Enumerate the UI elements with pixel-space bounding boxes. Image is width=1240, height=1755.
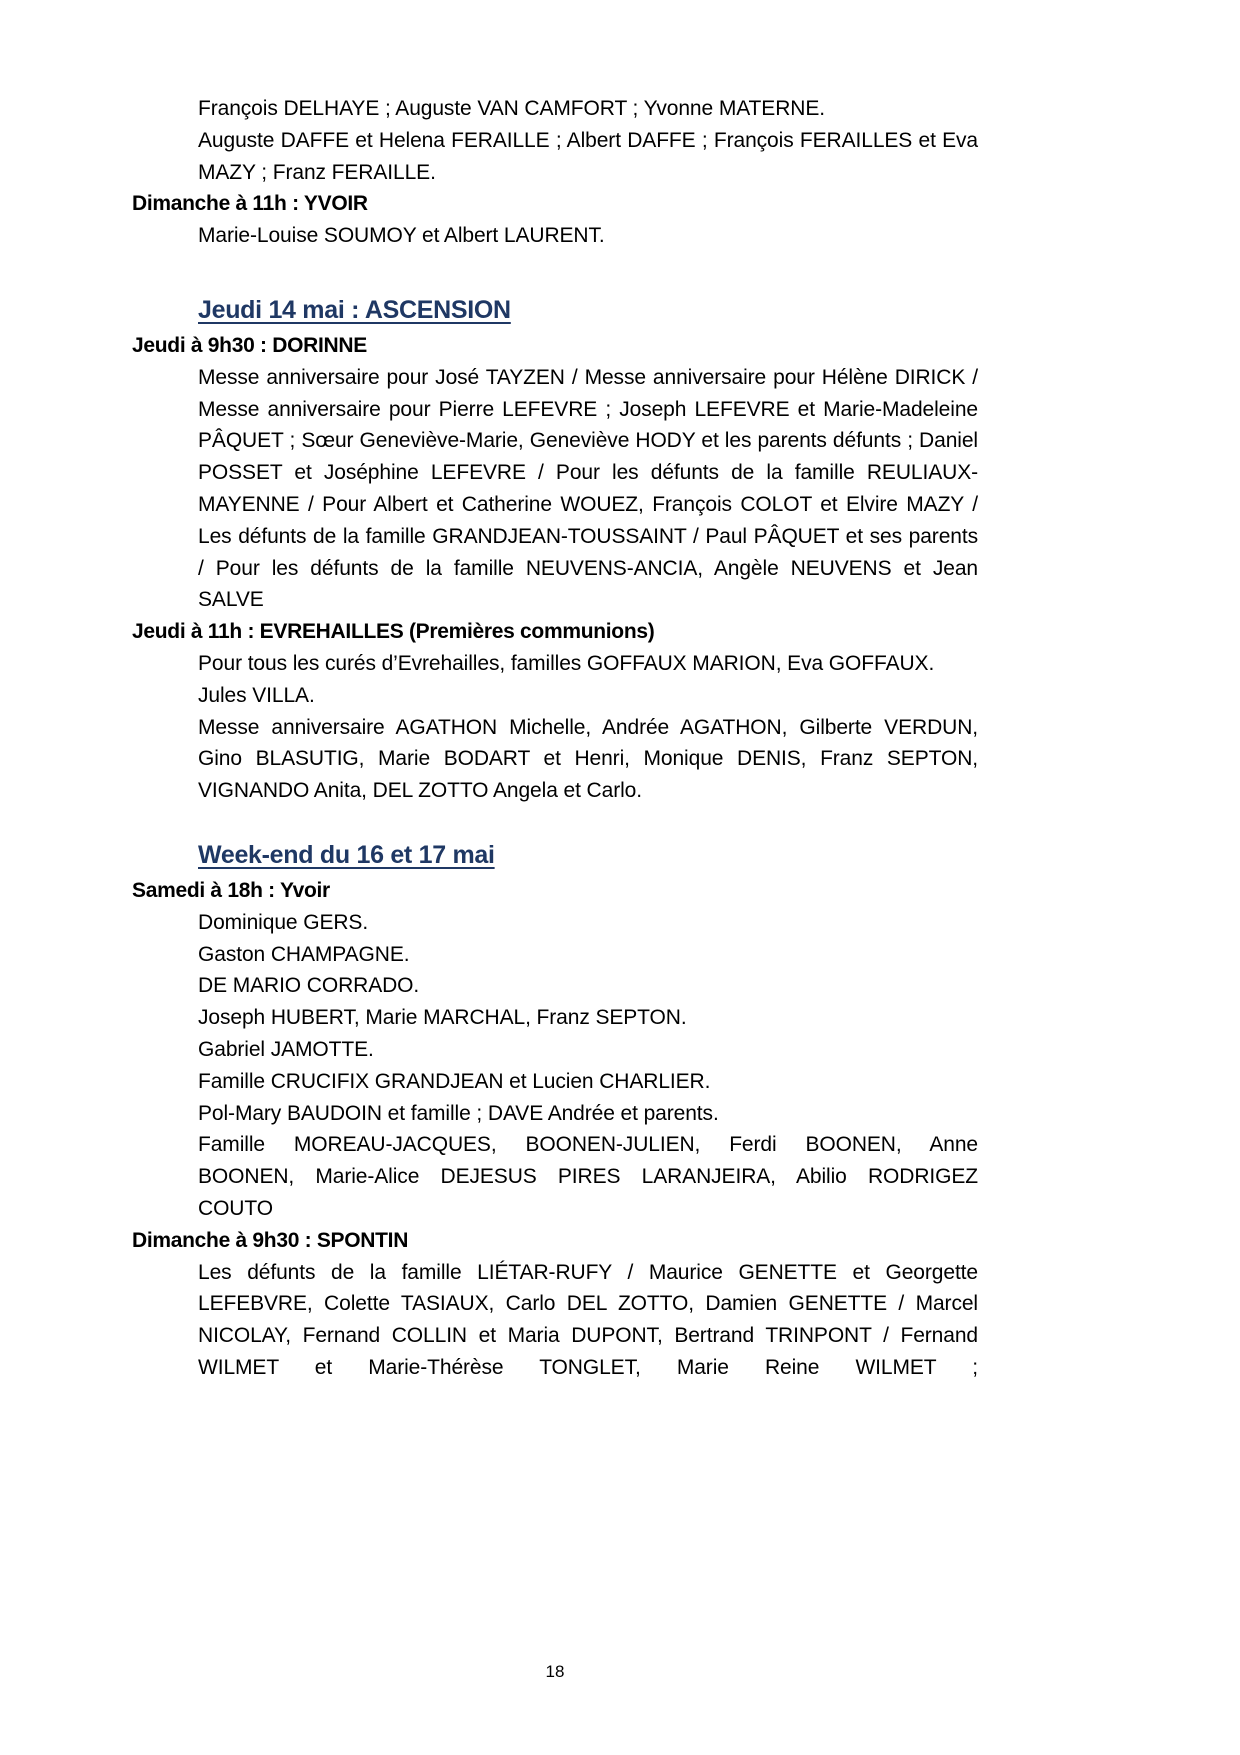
intro-line: François DELHAYE ; Auguste VAN CAMFORT ; Yvonne MATERNE. bbox=[198, 97, 825, 120]
intention-paragraph: Messe anniversaire AGATHON Michelle, Andrée AGATHON, Gilberte VERDUN, Gino BLASUTIG, Marie BODART et Henri, Monique DENIS, Franz SEPTON, VIGNANDO Anita, DEL ZOTTO Angela et Carlo. bbox=[198, 715, 978, 803]
intention-line: Pol-Mary BAUDOIN et famille ; DAVE Andrée et parents. bbox=[198, 1101, 719, 1125]
mass-heading: Jeudi à 11h : EVREHAILLES (Premières communions) bbox=[132, 620, 655, 644]
page-number: 18 bbox=[545, 1662, 565, 1681]
intention-line: DE MARIO CORRADO. bbox=[198, 974, 420, 998]
intention-paragraph: Messe anniversaire pour José TAYZEN / Messe anniversaire pour Hélène DIRICK / Messe anniversaire pour Pierre LEFEVRE ; Joseph LEFEVRE et Marie-Madeleine PÂQUET ; Sœur Geneviève-Marie, Geneviève HODY et les parents défunts ; Daniel POSSET et Joséphine LEFEVRE / Pour les défunts de la famille REULIAUX-MAYENNE / Pour Albert et Catherine WOUEZ, François COLOT et Elvire MAZY / Les défunts de la famille GRANDJEAN-TOUSSAINT / Paul PÂQUET et ses parents / Pour les défunts de la famille NEUVENS-ANCIA, Angèle NEUVENS et Jean SALVE bbox=[198, 365, 978, 612]
section-title: Week-end du 16 et 17 mai bbox=[198, 840, 495, 869]
mass-heading: Jeudi à 9h30 : DORINNE bbox=[132, 333, 367, 357]
page-content bbox=[132, 93, 978, 1384]
intention-line: Joseph HUBERT, Marie MARCHAL, Franz SEPTON. bbox=[198, 1006, 687, 1030]
intention-line: Gaston CHAMPAGNE. bbox=[198, 942, 410, 966]
intention-paragraph: Pour tous les curés d’Evrehailles, familles GOFFAUX MARION, Eva GOFFAUX. bbox=[198, 651, 935, 675]
mass-heading: Dimanche à 9h30 : SPONTIN bbox=[132, 1228, 409, 1252]
intro-line: Auguste DAFFE et Helena FERAILLE ; Albert DAFFE ; François FERAILLES et Eva MAZY ; Franz FERAILLE. bbox=[198, 128, 978, 184]
intention-line: Gabriel JAMOTTE. bbox=[198, 1037, 374, 1061]
intention-line: Jules VILLA. bbox=[198, 683, 315, 707]
intention-paragraph: Famille MOREAU-JACQUES, BOONEN-JULIEN, Ferdi BOONEN, Anne BOONEN, Marie-Alice DEJESUS PIRES LARANJEIRA, Abilio RODRIGEZ COUTO bbox=[198, 1133, 978, 1220]
mass-heading: Dimanche à 11h : YVOIR bbox=[132, 192, 368, 216]
intention-line: Marie-Louise SOUMOY et Albert LAURENT. bbox=[198, 224, 605, 248]
section-title: Jeudi 14 mai : ASCENSION bbox=[198, 295, 511, 324]
mass-heading: Samedi à 18h : Yvoir bbox=[132, 878, 330, 902]
intention-line: Dominique GERS. bbox=[198, 910, 369, 934]
intention-paragraph: Les défunts de la famille LIÉTAR-RUFY / Maurice GENETTE et Georgette LEFEBVRE, Colette TASIAUX, Carlo DEL ZOTTO, Damien GENETTE / Marcel NICOLAY, Fernand COLLIN et Maria DUPONT, Bertrand TRINPONT / Fernand WILMET et Marie-Thérèse TONGLET, Marie Reine WILMET ; bbox=[198, 1260, 978, 1379]
intention-line: Famille CRUCIFIX GRANDJEAN et Lucien CHARLIER. bbox=[198, 1069, 711, 1093]
